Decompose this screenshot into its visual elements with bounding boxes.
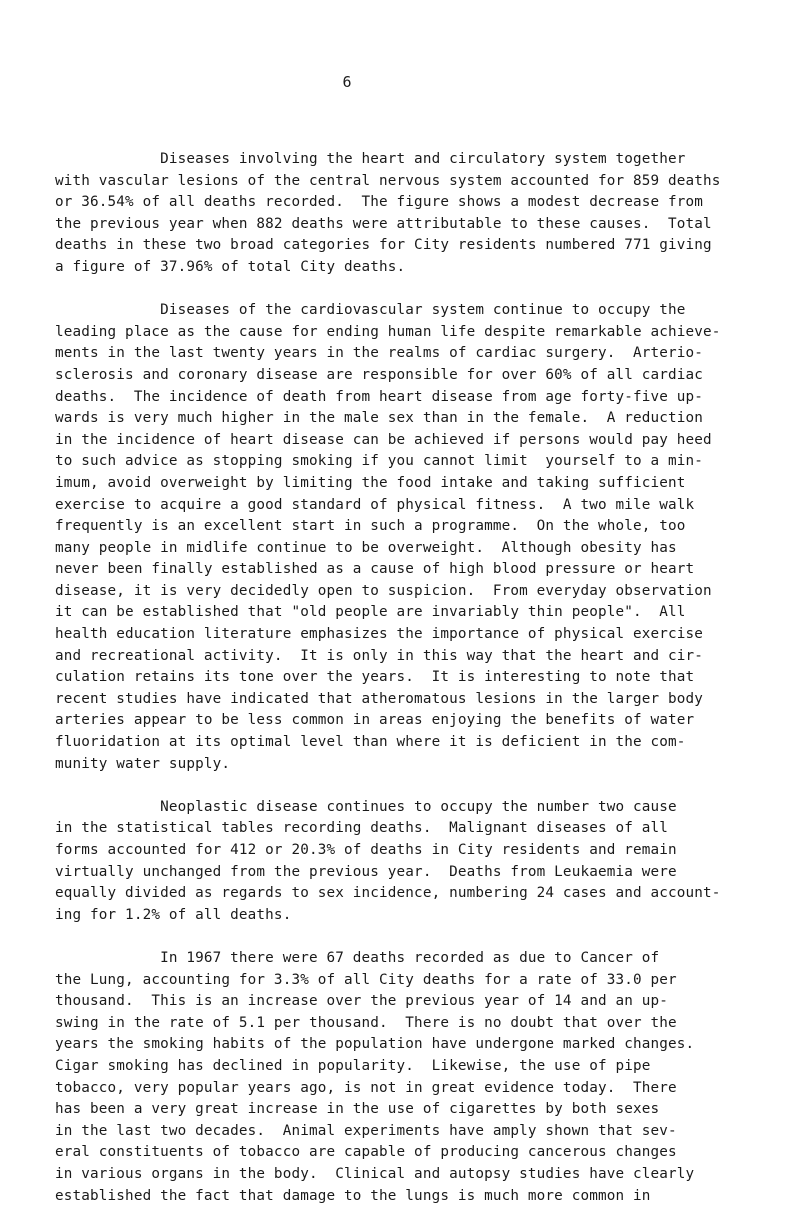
text-line: established the fact that damage to the lungs is much more common in (55, 1187, 651, 1204)
text-line: disease, it is very decidedly open to suspicion. From everyday observation (55, 582, 712, 599)
text-line: it can be established that "old people are invariably thin people". All (55, 604, 686, 621)
text-line: with vascular lesions of the central nervous system accounted for 859 deaths (55, 172, 721, 189)
text-line: in various organs in the body. Clinical and autopsy studies have clearly (55, 1165, 695, 1182)
paragraph-lung-cancer (55, 948, 755, 1207)
text-line: munity water supply. (55, 755, 231, 772)
text-line: forms accounted for 412 or 20.3% of deaths in City residents and remain (55, 842, 677, 858)
text-line: never been finally established as a cause of high blood pressure or heart (55, 561, 695, 578)
text-line: culation retains its tone over the years. It is interesting to note that (55, 669, 695, 686)
text-line: a figure of 37.96% of total City deaths. (55, 258, 406, 275)
text-line: deaths. The incidence of death from heart disease from age forty-five up- (55, 388, 704, 405)
page-number: 6 (342, 73, 352, 91)
text-line: sclerosis and coronary disease are responsible for over 60% of all cardiac (55, 366, 704, 383)
text-line: thousand. This is an increase over the previous year of 14 and an up- (55, 993, 669, 1010)
paragraph-cardiovascular-disease (55, 300, 755, 775)
text-line: leading place as the cause for ending human life despite remarkable achieve- (55, 323, 721, 340)
text-line: and recreational activity. It is only in this way that the heart and cir- (55, 647, 704, 664)
text-line: many people in midlife continue to be overweight. Although obesity has (55, 539, 677, 556)
text-line: the previous year when 882 deaths were attributable to these causes. Total (55, 215, 712, 232)
text-line: exercise to acquire a good standard of physical fitness. A two mile walk (55, 496, 695, 513)
text-line: wards is very much higher in the male sex than in the female. A reduction (55, 410, 704, 427)
text-line: In 1967 there were 67 deaths recorded as due to Cancer of (55, 949, 660, 966)
text-line: the Lung, accounting for 3.3% of all City deaths for a rate of 33.0 per (55, 971, 677, 988)
text-line: in the last two decades. Animal experiments have amply shown that sev- (55, 1122, 677, 1139)
paragraph-cardiovascular-summary (55, 149, 755, 279)
text-line: tobacco, very popular years ago, is not in great evidence today. There (55, 1079, 677, 1096)
text-line: eral constituents of tobacco are capable of producing cancerous changes (55, 1144, 677, 1161)
text-line: Neoplastic disease continues to occupy the number two cause (55, 798, 677, 815)
text-line: in the incidence of heart disease can be achieved if persons would pay heed (55, 431, 712, 448)
text-line: Diseases of the cardiovascular system continue to occupy the (55, 302, 686, 319)
text-line: recent studies have indicated that atheromatous lesions in the larger body (55, 690, 704, 707)
text-line: imum, avoid overweight by limiting the food intake and taking sufficient (55, 474, 686, 491)
text-line: Cigar smoking has declined in popularity. Likewise, the use of pipe (55, 1057, 651, 1074)
text-line: swing in the rate of 5.1 per thousand. There is no doubt that over the (55, 1014, 677, 1031)
text-line: arteries appear to be less common in areas enjoying the benefits of water (55, 712, 695, 729)
paragraph-neoplastic-disease (55, 797, 755, 927)
text-line: virtually unchanged from the previous year. Deaths from Leukaemia were (55, 863, 677, 880)
text-line: equally divided as regards to sex incidence, numbering 24 cases and account- (55, 885, 721, 902)
text-line: has been a very great increase in the use of cigarettes by both sexes (55, 1101, 660, 1118)
text-line: to such advice as stopping smoking if you cannot limit yourself to a min- (55, 453, 704, 470)
text-line: deaths in these two broad categories for City residents numbered 771 giving (55, 237, 712, 254)
text-line: in the statistical tables recording deaths. Malignant diseases of all (55, 820, 669, 837)
text-line: ments in the last twenty years in the realms of cardiac surgery. Arterio- (55, 345, 704, 362)
body-text (55, 149, 755, 1229)
text-line: frequently is an excellent start in such a programme. On the whole, too (55, 518, 686, 535)
text-line: Diseases involving the heart and circulatory system together (55, 151, 686, 167)
text-line: years the smoking habits of the population have undergone marked changes. (55, 1036, 695, 1053)
text-line: or 36.54% of all deaths recorded. The figure shows a modest decrease from (55, 194, 704, 211)
text-line: ing for 1.2% of all deaths. (55, 906, 292, 923)
text-line: fluoridation at its optimal level than where it is deficient in the com- (55, 734, 686, 751)
text-line: health education literature emphasizes the importance of physical exercise (55, 626, 704, 643)
